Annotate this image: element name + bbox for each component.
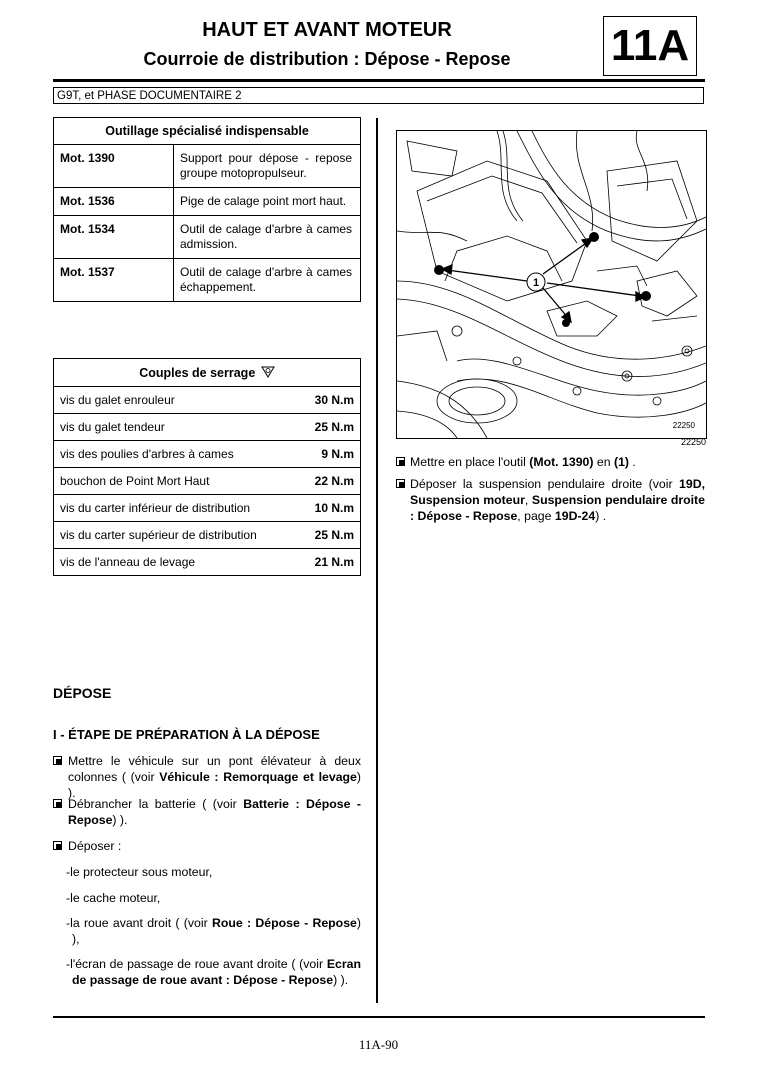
torque-label: vis du carter supérieur de distribution	[54, 522, 268, 549]
table-row	[54, 145, 361, 188]
table-row	[54, 216, 361, 259]
step-text: ) .	[595, 509, 607, 523]
footer-rule	[53, 1016, 705, 1018]
column-divider	[376, 118, 378, 1003]
table-row	[54, 495, 361, 522]
torque-value: 25 N.m	[267, 414, 360, 441]
step-text: le protecteur sous moteur,	[70, 865, 213, 879]
step-text: Débrancher la batterie ( (voir	[68, 797, 244, 811]
chapter-badge: 11A	[603, 16, 697, 76]
table-row	[54, 414, 361, 441]
step-remove	[53, 838, 361, 854]
torque-value: 22 N.m	[267, 468, 360, 495]
dash-bullet: -	[66, 957, 71, 971]
torque-label: bouchon de Point Mort Haut	[54, 468, 268, 495]
dash-bullet: -	[66, 891, 71, 905]
torque-label: vis du carter inférieur de distribution	[54, 495, 268, 522]
step-text: Déposer la suspension pendulaire droite (voir	[410, 477, 680, 491]
list-item	[66, 864, 361, 880]
callout-label: 1	[532, 277, 540, 289]
tool-desc: Support pour dépose - repose groupe motopropulseur.	[174, 145, 361, 188]
step-text: ) ).	[333, 973, 349, 987]
list-item	[66, 956, 361, 988]
tools-heading: Outillage spécialisé indispensable	[54, 118, 361, 145]
figure-number: 22250	[680, 437, 706, 447]
header-rule	[53, 79, 705, 82]
step-reference: Véhicule : Remorquage et levage	[159, 770, 357, 784]
table-row	[54, 387, 361, 414]
torque-label: vis du galet enrouleur	[54, 387, 268, 414]
torque-value: 25 N.m	[267, 522, 360, 549]
checkbox-bullet-icon	[53, 841, 62, 850]
tool-desc: Outil de calage d'arbre à cames échappement.	[174, 259, 361, 302]
step-lift-vehicle	[53, 753, 361, 801]
page-title: HAUT ET AVANT MOTEUR	[202, 19, 452, 41]
checkbox-bullet-icon	[396, 457, 405, 466]
engine-illustration	[396, 130, 707, 439]
checkbox-bullet-icon	[53, 799, 62, 808]
dash-bullet: -	[66, 865, 71, 879]
tools-table	[53, 117, 361, 302]
torque-label: vis du galet tendeur	[54, 414, 268, 441]
checkbox-bullet-icon	[396, 479, 405, 488]
torque-value: 9 N.m	[267, 441, 360, 468]
step-text: , page	[517, 509, 555, 523]
torque-label: vis de l'anneau de levage	[54, 549, 268, 576]
torque-table	[53, 358, 361, 576]
section-subtitle: I - ÉTAPE DE PRÉPARATION À LA DÉPOSE	[53, 727, 320, 742]
page-subtitle: Courroie de distribution : Dépose - Repose	[143, 49, 511, 69]
torque-heading-cell	[54, 359, 361, 387]
torque-value: 21 N.m	[267, 549, 360, 576]
step-text: ) ).	[68, 770, 361, 800]
tool-ref: Mot. 1534	[54, 216, 174, 259]
step-text: .	[629, 455, 636, 469]
step-text: en	[593, 455, 614, 469]
step-reference: 19D, Suspension moteur	[410, 477, 705, 507]
step-reference: Suspension pendulaire droite : Dépose - Repose	[410, 493, 705, 523]
torque-label: vis des poulies d'arbres à cames	[54, 441, 268, 468]
table-row	[54, 549, 361, 576]
tool-ref: Mot. 1536	[54, 188, 174, 216]
step-text: ,	[524, 493, 532, 507]
step-reference: (Mot. 1390)	[529, 455, 594, 469]
tool-ref: Mot. 1537	[54, 259, 174, 302]
list-item	[66, 915, 361, 947]
step-reference: Roue : Dépose - Repose	[211, 916, 357, 930]
step-reference: Batterie : Dépose - Repose	[68, 797, 361, 827]
tool-desc: Pige de calage point mort haut.	[174, 188, 361, 216]
tool-ref: Mot. 1390	[54, 145, 174, 188]
step-install-tool	[396, 454, 705, 470]
step-text: Mettre en place l'outil	[410, 455, 530, 469]
step-text: le cache moteur,	[70, 891, 161, 905]
step-reference: 19D-24	[554, 509, 596, 523]
checkbox-bullet-icon	[53, 756, 62, 765]
figure-inner-number: 22250	[672, 421, 695, 430]
step-text: l'écran de passage de roue avant droite ( (voir	[70, 957, 327, 971]
page-number: 11A-90	[358, 1037, 399, 1052]
section-title: DÉPOSE	[53, 685, 112, 701]
dash-bullet: -	[66, 916, 71, 930]
step-text: ) ).	[112, 813, 128, 827]
torque-symbol-icon	[261, 366, 275, 378]
list-item	[66, 890, 361, 906]
torque-value: 30 N.m	[267, 387, 360, 414]
table-row	[54, 468, 361, 495]
vehicle-line: G9T, et PHASE DOCUMENTAIRE 2	[53, 87, 704, 104]
torque-value: 10 N.m	[267, 495, 360, 522]
step-disconnect-battery	[53, 796, 361, 828]
tool-desc: Outil de calage d'arbre à cames admission.	[174, 216, 361, 259]
step-reference: (1)	[613, 455, 630, 469]
step-text: ) ),	[72, 916, 361, 946]
step-text: Déposer :	[68, 839, 122, 853]
torque-heading: Couples de serrage	[139, 365, 256, 380]
step-remove-suspension	[396, 476, 705, 524]
step-text: Mettre le véhicule sur un pont élévateur à deux colonnes ( (voir	[68, 754, 361, 784]
table-row	[54, 259, 361, 302]
engine-drawing	[397, 131, 706, 438]
step-reference: Ecran de passage de roue avant : Dépose - Repose	[72, 957, 361, 987]
step-text: la roue avant droit ( (voir	[70, 916, 212, 930]
table-row	[54, 188, 361, 216]
table-row	[54, 441, 361, 468]
table-row	[54, 522, 361, 549]
